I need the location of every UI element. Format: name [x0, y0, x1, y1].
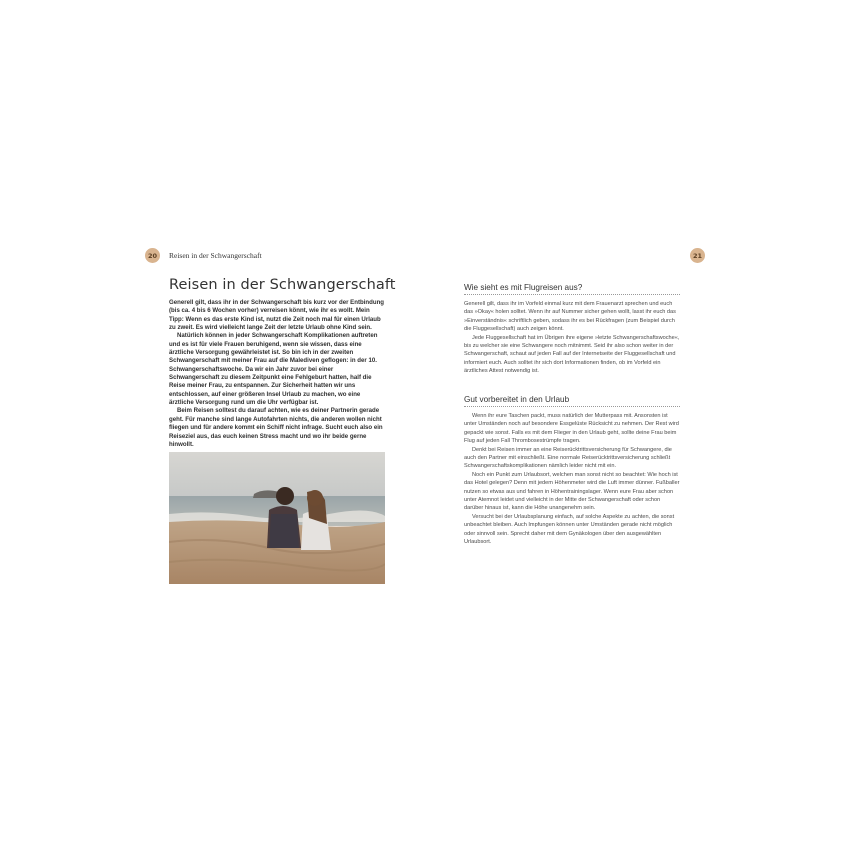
paragraph: Wenn ihr eure Taschen packt, muss natürlich der Mutterpass mit. Ansonsten ist unter Umständen noch auf besondere Essgelüste Rücksicht zu nehmen. Der Rest wird gepackt wie sonst. Falls es mit dem Flieger in den Urlaub geht, sollte deine Frau beim Flug auf jeden Fall Thrombosestrümpfe tragen. [464, 413, 679, 445]
left-body-text [169, 299, 385, 449]
section-body [464, 300, 680, 376]
chapter-title: Reisen in der Schwangerschaft [169, 277, 396, 293]
paragraph: Natürlich können in jeder Schwangerschaft Komplikationen auftreten und es ist für viele Frauen beruhigend, wenn sie wissen, dass eine ärztliche Versorgung gewährleistet ist. So bin ich in der zweiten Schwangerschaft mit meiner Frau auf die Malediven geflogen: in der 10. Schwangerschaftswoche. Da wir ein Jahr zuvor bei einer Schwangerschaft zu diesem Zeitpunkt eine Fehlgeburt hatten, half die Reise meiner Frau, zu entspannen. Zur Sicherheit hatten wir uns entschlossen, auf einer größeren Insel Urlaub zu machen, wo eine ärztliche Versorgung rund um die Uhr verfügbar ist. [169, 332, 378, 407]
paragraph: Jede Fluggesellschaft hat im Übrigen ihre eigene »letzte Schwangerschaftswoche«, bis zu welcher sie eine Schwangere noch mitnimmt. Seid ihr also schon weiter in der Schwangerschaft, schaut auf jeden Fall auf der Internetseite der Fluggesellschaft und informiert euch. Auch solltet ihr sich dort Informationen finden, ob im Vorfeld ein ärztliches Attest notwendig ist. [464, 334, 680, 375]
paragraph: Denkt bei Reisen immer an eine Reiserücktrittsversicherung für Schwangere, die auch den Partner mit einschließt. Eine normale Reiserücktrittsversicherung schließt Schwangerschaftskomplikationen nämlich leider nicht mit ein. [464, 446, 672, 470]
section-heading: Gut vorbereitet in den Urlaub [464, 395, 680, 407]
paragraph: Generell gilt, dass ihr im Vorfeld einmal kurz mit dem Frauenarzt sprechen und euch das »Okay« holen solltet. Wenn ihr auf Nummer sicher gehen wollt, lasst ihr euch das »Einverständnis« schriftlich geben, sodass ihr es bei Rückfragen (zum Beispiel durch die Fluggesellschaft) auch zeigen könnt. [464, 301, 676, 333]
beach-couple-photo [169, 452, 385, 584]
running-head: Reisen in der Schwangerschaft [169, 251, 262, 260]
page-number-right: 21 [690, 248, 705, 263]
section-heading: Wie sieht es mit Flugreisen aus? [464, 283, 680, 295]
page-number-left: 20 [145, 248, 160, 263]
paragraph: Generell gilt, dass ihr in der Schwangerschaft bis kurz vor der Entbindung (bis ca. 4 bis 6 Wochen vorher) verreisen könnt, wie ihr es wollt. Mein Tipp: Wenn es das erste Kind ist, nutzt die Zeit noch mal für einen Urlaub zu zweit. Es wird vielleicht lange Zeit der letzte Urlaub ohne Kind sein. [169, 299, 385, 332]
paragraph: Noch ein Punkt zum Urlaubsort, welchen man sonst nicht so beachtet: Wie hoch ist das Hotel gelegen? Denn mit jedem Höhenmeter wird die Luft immer dünner. Fußballer nutzen so etwas aus und fahren in Höhentrainingslager. Wenn eure Frau aber schon unter Atemnot leidet und vielleicht in der Mitte der Schwangerschaft oder schon darüber hinaus ist, kann die Höhe unangenehm sein. [464, 471, 680, 512]
paragraph: Beim Reisen solltest du darauf achten, wie es deiner Partnerin gerade geht. Für manche sind lange Autofahrten nichts, die anderen wollen nicht fliegen und für andere kommt ein Schiff nicht infrage. Sucht euch also ein Reiseziel aus, das euch keinen Stress macht und wo ihr beide gerne hinwollt. [169, 407, 383, 448]
paragraph: Versucht bei der Urlaubsplanung einfach, auf solche Aspekte zu achten, die sonst unbeachtet bleiben. Auch Impfungen können unter Umständen gerade nicht möglich oder sinnvoll sein. Sprecht daher mit dem Gynäkologen über den ausgewählten Urlaubsort. [464, 513, 675, 546]
photo-illustration [169, 452, 385, 584]
section-body [464, 412, 680, 547]
